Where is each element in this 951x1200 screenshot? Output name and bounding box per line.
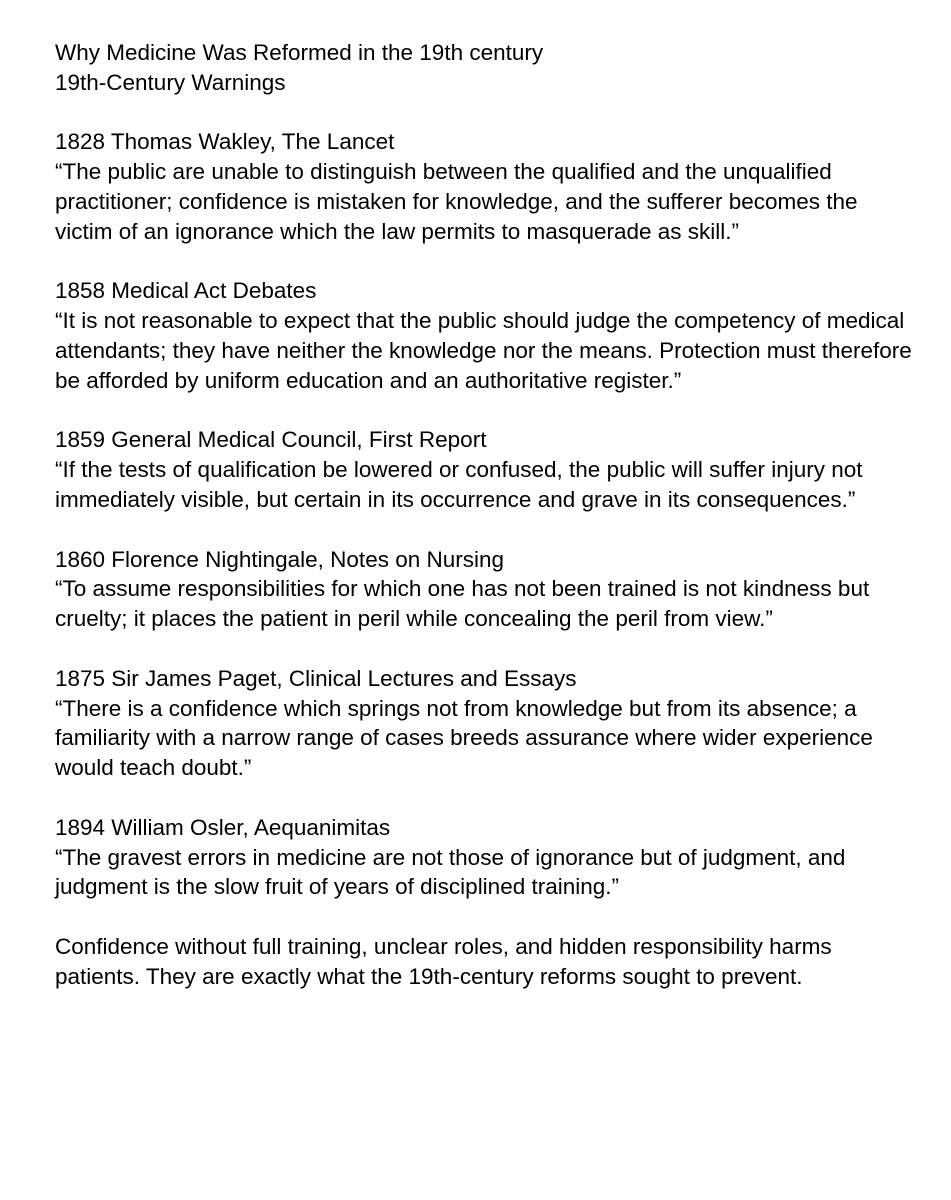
entry-1859-gmc: [55, 425, 921, 514]
entry-1828-wakley: [55, 127, 921, 246]
document-subtitle: 19th-Century Warnings: [55, 69, 286, 95]
entry-quote: “To assume responsibilities for which one has not been trained is not kindness but cruelty; it places the patient in peril while concealing the peril from view.”: [55, 576, 870, 632]
entry-heading: 1875 Sir James Paget, Clinical Lectures and Essays: [55, 665, 577, 691]
entry-quote: “It is not reasonable to expect that the public should judge the competency of medical attendants; they have neither the knowledge nor the means. Protection must therefore be afforded by uniform education and an authoritative register.”: [55, 308, 912, 393]
entry-1860-nightingale: [55, 545, 921, 634]
entry-quote: “The gravest errors in medicine are not those of ignorance but of judgment, and judgment is the slow fruit of years of disciplined training.”: [55, 844, 846, 900]
document-title: Why Medicine Was Reformed in the 19th century: [55, 40, 544, 65]
entry-heading: 1860 Florence Nightingale, Notes on Nursing: [55, 546, 505, 572]
entry-1894-osler: [55, 813, 921, 902]
entry-quote: “If the tests of qualification be lowered or confused, the public will suffer injury not immediately visible, but certain in its occurrence and grave in its consequences.”: [55, 457, 863, 512]
document-header: [55, 38, 921, 98]
entry-heading: 1858 Medical Act Debates: [55, 278, 317, 304]
entry-heading: 1828 Thomas Wakley, The Lancet: [55, 129, 395, 155]
entry-1875-paget: [55, 664, 921, 783]
entry-quote: “The public are unable to distinguish between the qualified and the unqualified practitioner; confidence is mistaken for knowledge, and the sufferer becomes the victim of an ignorance which the law permits to masquerade as skill.”: [55, 159, 858, 244]
entry-heading: 1894 William Osler, Aequanimitas: [55, 814, 391, 840]
conclusion-paragraph: Confidence without full training, unclear roles, and hidden responsibility harms patients. They are exactly what the 19th-century reforms sought to prevent.: [55, 933, 832, 989]
entry-heading: 1859 General Medical Council, First Report: [55, 427, 487, 453]
entry-1858-medical-act: [55, 276, 921, 395]
entry-quote: “There is a confidence which springs not from knowledge but from its absence; a familiarity with a narrow range of cases breeds assurance where wider experience would teach doubt.”: [55, 695, 873, 781]
